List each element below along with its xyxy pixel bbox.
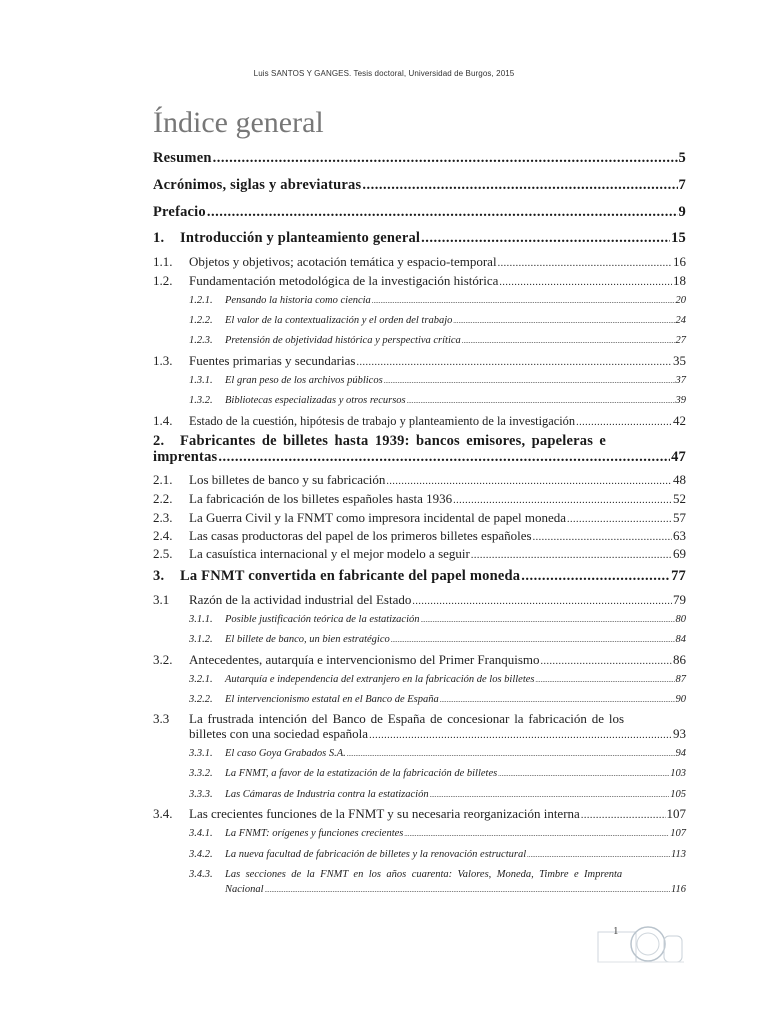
toc-entry-page: 39	[675, 395, 686, 406]
toc-entry-title: Acrónimos, siglas y abreviaturas	[153, 177, 362, 193]
toc-entry-number: 3.3.1.	[189, 748, 213, 759]
toc-entry-number: 3.	[153, 568, 165, 584]
toc-subsection[interactable]	[153, 335, 686, 346]
toc-entry-page: 37	[675, 375, 686, 386]
toc-chapter[interactable]	[153, 568, 686, 585]
toc-section[interactable]	[153, 472, 686, 488]
toc-entry-number: 2.1.	[153, 472, 173, 487]
toc-entry-page: 116	[671, 884, 686, 895]
toc-entry-number: 3.3.3.	[189, 789, 213, 800]
toc-entry-title: Fuentes primarias y secundarias	[189, 353, 356, 368]
toc-entry-number: 1.1.	[153, 254, 173, 269]
toc-entry[interactable]	[153, 204, 686, 221]
toc-entry-page: 52	[673, 491, 686, 506]
toc-subsection[interactable]	[153, 768, 686, 779]
toc-entry-page: 87	[675, 674, 686, 685]
toc-entry-title: Nacional	[225, 884, 264, 895]
toc-subsection[interactable]	[153, 634, 686, 645]
toc-entry-page: 105	[670, 789, 686, 800]
toc-entry-title: Fabricantes de billetes hasta 1939: bancos emisores, papeleras e	[180, 433, 607, 449]
toc-entry-number: 1.2.3.	[189, 335, 213, 346]
toc-entry-title: La nueva facultad de fabricación de billetes y la renovación estructural	[225, 849, 527, 860]
toc-section[interactable]	[153, 528, 686, 544]
toc-entry-number: 3.2.2.	[189, 694, 213, 705]
toc-entry-title: Estado de la cuestión, hipótesis de trabajo y planteamiento de la investigación	[189, 414, 576, 428]
toc-section[interactable]	[153, 273, 686, 289]
toc-entry-number: 2.	[153, 433, 165, 449]
toc-subsection[interactable]	[153, 315, 686, 326]
toc-entry-title: Razón de la actividad industrial del Estado	[189, 592, 412, 607]
toc-entry-number: 3.4.3.	[189, 869, 213, 880]
toc-subsection[interactable]	[153, 869, 686, 880]
toc-entry[interactable]	[153, 177, 686, 194]
toc-entry-title: El gran peso de los archivos públicos	[225, 375, 383, 386]
toc-entry-title: Objetos y objetivos; acotación temática y espacio-temporal	[189, 254, 497, 269]
toc-subsection[interactable]	[153, 674, 686, 685]
toc-entry-number: 1.2.	[153, 273, 173, 288]
toc-chapter-continued[interactable]	[153, 449, 686, 466]
toc-entry-title: El billete de banco, un bien estratégico	[225, 634, 390, 645]
toc-entry-number: 1.	[153, 230, 165, 246]
toc-entry-title: El caso Goya Grabados S.A.	[225, 748, 346, 759]
toc-entry-page: 69	[673, 546, 686, 561]
toc-entry-page: 7	[678, 177, 686, 193]
toc-section[interactable]	[153, 592, 686, 608]
toc-entry-number: 3.1.2.	[189, 634, 213, 645]
toc-subsection[interactable]	[153, 828, 686, 839]
toc-entry-title: La FNMT convertida en fabricante del papel moneda	[180, 568, 521, 584]
toc-entry-page: 15	[671, 230, 686, 246]
toc-entry-page: 107	[666, 806, 686, 821]
toc-entry-title: La frustrada intención del Banco de España de concesionar la fabricación de los	[189, 711, 625, 726]
toc-entry-title: Las Cámaras de Industria contra la estatización	[225, 789, 429, 800]
page-title: Índice general	[153, 106, 324, 139]
toc-entry-page: 79	[673, 592, 686, 607]
toc-entry-page: 18	[673, 273, 686, 288]
toc-entry-number: 1.4.	[153, 413, 173, 428]
toc-entry-number: 2.2.	[153, 491, 173, 506]
toc-entry-title: Posible justificación teórica de la estatización	[225, 614, 420, 625]
toc-entry-page: 103	[670, 768, 686, 779]
toc-entry-number: 3.4.2.	[189, 849, 213, 860]
toc-entry-page: 35	[673, 353, 686, 368]
toc-entry-number: 3.1	[153, 592, 170, 607]
toc-subsection[interactable]	[153, 375, 686, 386]
toc-section[interactable]	[153, 254, 686, 270]
toc-subsection[interactable]	[153, 789, 686, 800]
toc-entry-title: Las crecientes funciones de la FNMT y su necesaria reorganización interna	[189, 806, 580, 821]
toc-entry-page: 86	[673, 652, 686, 667]
toc-entry-title: El intervencionismo estatal en el Banco de España	[225, 694, 439, 705]
toc-entry-title: El valor de la contextualización y el orden del trabajo	[225, 315, 453, 326]
toc-entry-title: La FNMT, a favor de la estatización de la fabricación de billetes	[225, 768, 498, 779]
toc-entry-title: Resumen	[153, 150, 212, 166]
toc-entry-page: 9	[678, 204, 686, 220]
toc-entry-number: 1.3.	[153, 353, 173, 368]
toc-entry-page: 24	[675, 315, 686, 326]
toc-entry-title: Introducción y planteamiento general	[180, 230, 421, 246]
toc-entry-number: 1.2.2.	[189, 315, 213, 326]
toc-entry-title: Fundamentación metodológica de la investigación histórica	[189, 273, 499, 288]
toc-entry-page: 57	[673, 510, 686, 525]
toc-section-continued[interactable]	[153, 726, 686, 742]
toc-entry-page: 16	[673, 254, 686, 269]
toc-entry-title: Prefacio	[153, 204, 206, 220]
toc-entry-page: 63	[673, 528, 686, 543]
toc-entry-page: 5	[678, 150, 686, 166]
toc-entry-page: 107	[670, 828, 686, 839]
toc-entry-page: 80	[675, 614, 686, 625]
toc-entry-page: 20	[675, 295, 686, 306]
toc-section[interactable]	[153, 510, 686, 526]
toc-section[interactable]	[153, 652, 686, 668]
toc-entry-number: 3.1.1.	[189, 614, 213, 625]
page-number: 1	[613, 925, 619, 937]
toc-entry-title: La Guerra Civil y la FNMT como impresora incidental de papel moneda	[189, 510, 567, 525]
toc-entry-number: 2.3.	[153, 510, 173, 525]
toc-entry-page: 94	[675, 748, 686, 759]
toc-entry-title: Pretensión de objetividad histórica y perspectiva crítica	[225, 335, 461, 346]
toc-entry-number: 2.5.	[153, 546, 173, 561]
toc-section[interactable]	[153, 806, 686, 822]
toc-entry-number: 3.3.2.	[189, 768, 213, 779]
toc-section[interactable]	[153, 546, 686, 562]
toc-entry-title: Las casas productoras del papel de los primeros billetes españoles	[189, 528, 532, 543]
toc-subsection[interactable]	[153, 295, 686, 306]
toc-entry-number: 3.2.1.	[189, 674, 213, 685]
toc-entry-page: 77	[671, 568, 686, 584]
toc-entry-page: 84	[675, 634, 686, 645]
toc-section[interactable]	[153, 491, 686, 507]
toc-entry-page: 48	[673, 472, 686, 487]
toc-entry-title: Autarquía e independencia del extranjero en la fabricación de los billetes	[225, 674, 535, 685]
toc-entry-title: La casuística internacional y el mejor modelo a seguir	[189, 546, 470, 561]
toc-entry-page: 47	[671, 449, 686, 465]
toc-entry-number: 1.3.1.	[189, 375, 213, 386]
running-header: Luis SANTOS Y GANGES. Tesis doctoral, Universidad de Burgos, 2015	[253, 69, 515, 78]
toc-section[interactable]	[153, 413, 686, 429]
toc-chapter[interactable]	[153, 433, 686, 450]
page-logo-decoration	[596, 918, 686, 968]
toc-entry-title: billetes con una sociedad española	[189, 726, 369, 741]
toc-entry-number: 3.3	[153, 711, 170, 726]
toc-entry-title: La fabricación de los billetes españoles hasta 1936	[189, 491, 453, 506]
toc-entry-title: Las secciones de la FNMT en los años cuarenta: Valores, Moneda, Timbre e Imprenta	[225, 869, 623, 880]
toc-subsection[interactable]	[153, 694, 686, 705]
toc-entry-number: 2.4.	[153, 528, 173, 543]
toc-entry-page: 113	[671, 849, 686, 860]
toc-entry-page: 27	[675, 335, 686, 346]
toc-subsection[interactable]	[153, 849, 686, 860]
toc-subsection[interactable]	[153, 748, 686, 759]
toc-entry-title: Bibliotecas especializadas y otros recursos	[225, 395, 406, 406]
toc-subsection-continued[interactable]	[153, 884, 686, 895]
toc-entry-title: Pensando la historia como ciencia	[225, 295, 371, 306]
toc-entry-number: 3.2.	[153, 652, 173, 667]
toc-entry-page: 90	[675, 694, 686, 705]
toc-entry-number: 1.2.1.	[189, 295, 213, 306]
toc-subsection[interactable]	[153, 614, 686, 625]
toc-chapter[interactable]	[153, 230, 686, 247]
toc-entry-title: Antecedentes, autarquía e intervencionismo del Primer Franquismo	[189, 652, 540, 667]
toc-subsection[interactable]	[153, 395, 686, 406]
toc-entry-title: imprentas	[153, 449, 218, 465]
toc-entry-page: 42	[673, 413, 686, 428]
toc-entry-title: Los billetes de banco y su fabricación	[189, 472, 386, 487]
toc-section[interactable]	[153, 711, 686, 727]
toc-entry[interactable]	[153, 150, 686, 167]
toc-entry-number: 3.4.	[153, 806, 173, 821]
toc-entry-number: 1.3.2.	[189, 395, 213, 406]
toc-section[interactable]	[153, 353, 686, 369]
toc-entry-title: La FNMT: orígenes y funciones crecientes	[225, 828, 404, 839]
toc-entry-page: 93	[673, 726, 686, 741]
toc-entry-number: 3.4.1.	[189, 828, 213, 839]
